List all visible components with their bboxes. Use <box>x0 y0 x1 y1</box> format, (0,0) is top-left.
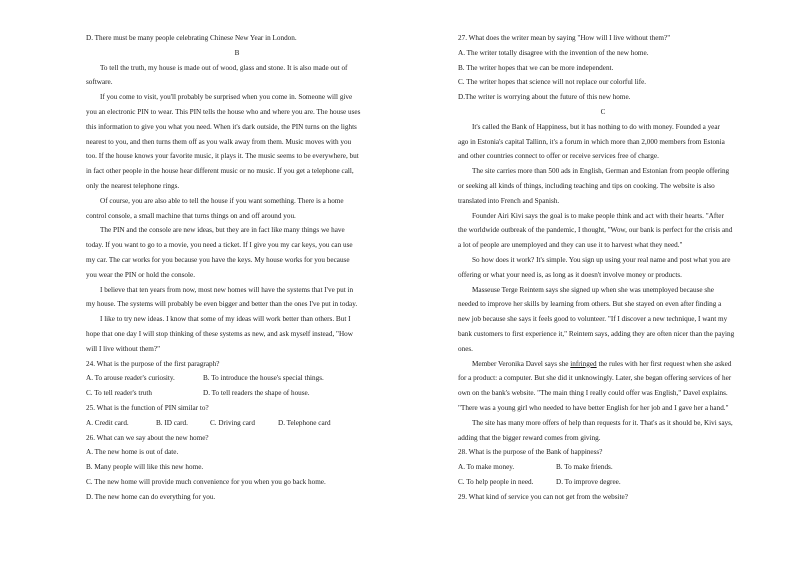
question-27-stem: 27. What does the writer mean by saying "How will I live without them?" <box>458 34 671 42</box>
paragraph-line: hope that one day I will stop thinking of these systems as new, and ask myself instead, "How <box>86 329 353 338</box>
q25-options-row <box>86 416 388 431</box>
paragraph-line: If you come to visit, you'll probably be surprised when you come in. Someone will give <box>100 93 353 102</box>
paragraph-line: adding that the bigger reward comes from giving. <box>458 433 601 442</box>
q24-option-d: D. To tell readers the shape of house. <box>203 389 310 398</box>
q24-option-a: A. To arouse reader's curiosity. <box>86 374 175 383</box>
q26-option-d: D. The new home can do everything for you. <box>86 492 216 501</box>
paragraph-line: will I live without them?" <box>86 344 160 353</box>
question-25-stem: 25. What is the function of PIN similar to? <box>86 403 209 412</box>
question-29-stem: 29. What kind of service you can not get from the website? <box>458 492 628 501</box>
paragraph-line: today. If you want to go to a movie, you need a ticket. If I give you my car keys, you can use <box>86 241 353 250</box>
paragraph-line: So how does it work? It's simple. You sign up using your real name and post what you are <box>472 255 731 264</box>
q25-option-b: B. ID card. <box>156 418 188 427</box>
paragraph-line: a lot of people are unemployed and they can use it to harvest what they need." <box>458 241 683 250</box>
q27-option-b: B. The writer hopes that we can be more independent. <box>458 63 614 72</box>
paragraph-line: To tell the truth, my house is made out of wood, glass and stone. It is also made out of <box>100 63 348 72</box>
left-column <box>86 31 388 505</box>
paragraph-line: for a product: a computer. But she did it unknowingly. Later, she began offering services of her <box>458 374 732 383</box>
paragraph-line: nearest to you, and then turns them off as you walk away from them. Music moves with you <box>86 137 352 146</box>
paragraph-line: the worldwide outbreak of the pandemic, I thought, "Wow, our bank is perfect for the crisis and <box>458 226 733 235</box>
q27-option-c: C. The writer hopes that science will not replace our colorful life. <box>458 78 647 87</box>
q25-option-a: A. Credit card. <box>86 418 129 427</box>
text-run: Member Veronika Davel says she <box>472 359 571 368</box>
paragraph-line: new job because she says it feels good to volunteer. "If I discover a new technique, I want my <box>458 315 728 324</box>
paragraph-line: The site has many more offers of help than requests for it. That's as it should be, Kivi says, <box>472 418 733 427</box>
option-line: D. There must be many people celebrating Chinese New Year in London. <box>86 34 297 42</box>
text-run: the rules with her first request when she asked <box>596 359 732 368</box>
q28-option-b: B. To make friends. <box>556 463 613 472</box>
q26-option-a: A. The new home is out of date. <box>86 448 179 457</box>
paragraph-line: Founder Airi Kivi says the goal is to make people think and act with their hearts. "After <box>472 211 724 220</box>
paragraph-line: It's called the Bank of Happiness, but it has nothing to do with money. Founded a year <box>472 122 720 131</box>
paragraph-line: you an electronic PIN to wear. This PIN tells the house who and where you are. The house uses <box>86 107 361 116</box>
q28-options-row-2 <box>458 475 748 490</box>
paragraph-line: Masseuse Terge Reintem says she signed up when she was unemployed because she <box>472 285 714 294</box>
section-heading: B <box>234 48 240 57</box>
paragraph-line: my car. The car works for you because you have the keys. My house works for you because <box>86 255 350 264</box>
paragraph-line: bank customers to first experience it," Reintem says, adding they are often nicer than the paying <box>458 329 735 338</box>
q27-option-a: A. The writer totally disagree with the invention of the new home. <box>458 48 649 57</box>
question-24-stem: 24. What is the purpose of the first paragraph? <box>86 359 220 368</box>
q27-option-d: D.The writer is worrying about the future of this new home. <box>458 93 631 102</box>
paragraph-line: you wear the PIN or hold the console. <box>86 270 195 279</box>
q28-option-d: D. To improve degree. <box>556 477 621 486</box>
paragraph-line: needed to improve her skills by learning from others. But she stayed on even after finding a <box>458 300 722 309</box>
q24-option-b: B. To introduce the house's special things. <box>203 374 324 383</box>
paragraph-line: or seeking all kinds of things, including teaching and tips on cooking. The website is also <box>458 181 715 190</box>
paragraph-line <box>458 357 748 372</box>
paragraph-line: ago in Estonia's capital Tallinn, it's a forum in which more than 2,000 members from Estonia <box>458 137 725 146</box>
q28-options-row <box>458 460 748 475</box>
paragraph-line: my house. The systems will probably be even bigger and better than the ones I've put in today. <box>86 300 358 309</box>
section-heading: C <box>600 107 606 116</box>
paragraph-line: translated into French and Spanish. <box>458 196 560 205</box>
q25-option-d: D. Telephone card <box>278 418 331 427</box>
paragraph-line: software. <box>86 78 113 87</box>
paragraph-line: in fact other people in the house hear different music or no music. If you get a telephone call, <box>86 167 354 176</box>
q28-option-c: C. To help people in need. <box>458 477 534 486</box>
paragraph-line: offering or what your need is, as long as it doesn't involve money or products. <box>458 270 682 279</box>
question-28-stem: 28. What is the purpose of the Bank of happiness? <box>458 448 603 457</box>
paragraph-line: "There was a young girl who needed to have better English for her job and I gave her a hand." <box>458 403 729 412</box>
q24-options-row <box>86 371 388 386</box>
q24-option-c: C. To tell reader's truth <box>86 389 152 398</box>
paragraph-line: The site carries more than 500 ads in English, German and Estonian from people offering <box>472 167 730 176</box>
q28-option-a: A. To make money. <box>458 463 515 472</box>
paragraph-line: too. If the house knows your favorite music, it plays it. The music seems to be everywhere, but <box>86 152 359 161</box>
paragraph-line: Of course, you are also able to tell the house if you want something. There is a home <box>100 196 344 205</box>
paragraph-line: and other countries connect to offer or receive services free of charge. <box>458 152 659 161</box>
q26-option-c: C. The new home will provide much convenience for you when you go back home. <box>86 477 326 486</box>
paragraph-line: own on the bank's website. "The main thing I really could offer was English," Davel explains. <box>458 389 728 398</box>
paragraph-line: The PIN and the console are new ideas, but they are in fact like many things we have <box>100 226 345 235</box>
paragraph-line: I believe that ten years from now, most new homes will have the systems that I've put in <box>100 285 354 294</box>
paragraph-line: only the nearest telephone rings. <box>86 181 180 190</box>
question-26-stem: 26. What can we say about the new home? <box>86 433 209 442</box>
paragraph-line: I like to try new ideas. I know that some of my ideas will work better than others. But I <box>100 315 351 324</box>
q24-options-row-2 <box>86 386 388 401</box>
paragraph-line: ones. <box>458 344 473 353</box>
right-column <box>458 31 748 505</box>
q25-option-c: C. Driving card <box>210 418 255 427</box>
paragraph-line: control console, a small machine that turns things on and off around you. <box>86 211 296 220</box>
q26-option-b: B. Many people will like this new home. <box>86 463 204 472</box>
paragraph-line: this information to give you what you need. When it's dark outside, the PIN turns on the lights <box>86 122 357 131</box>
underlined-word: infringed <box>570 359 597 368</box>
